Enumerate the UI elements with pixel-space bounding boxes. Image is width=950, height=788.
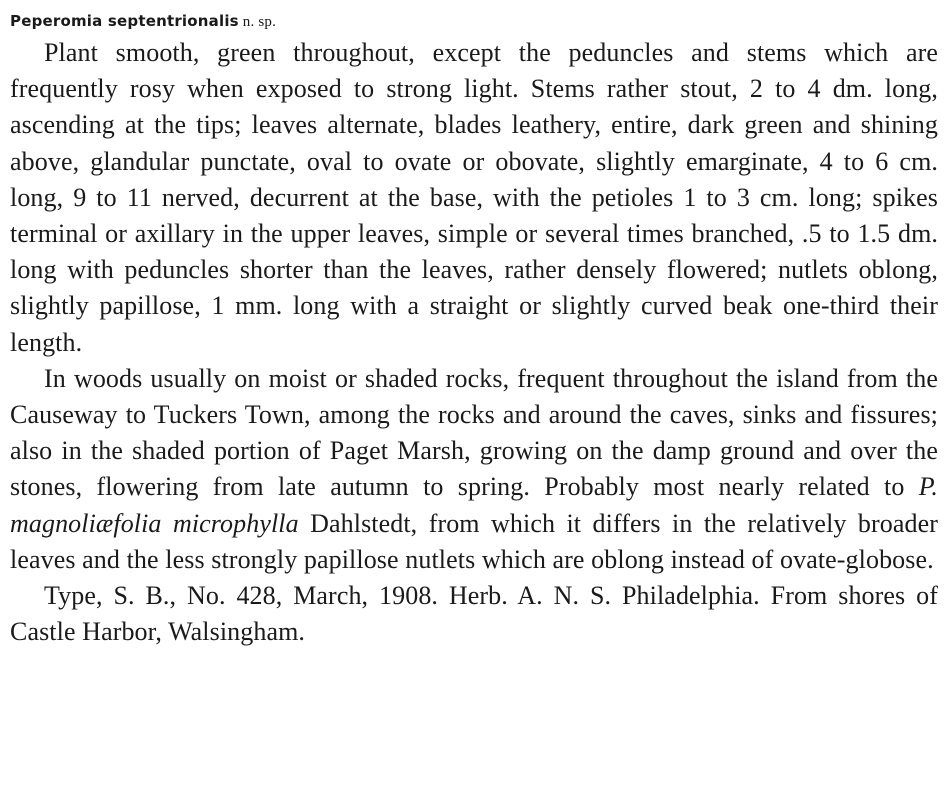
description-paragraph: Plant smooth, green throughout, except the peduncles and stems which are frequently rosy when exposed to strong light. Stems rather stout, 2 to 4 dm. long, ascending at the tips; leaves alternate, blades leathery, entire, dark green and shining above, glandular punctate, oval to ovate or obovate, slightly emarginate, 4 to 6 cm. long, 9 to 11 nerved, decurrent at the base, with the petioles 1 to 3 cm. long; spikes terminal or axillary in the upper leaves, simple or several times branched, .5 to 1.5 dm. long with peduncles shorter than the leaves, rather densely flowered; nutlets oblong, slightly papillose, 1 mm. long with a straight or slightly curved beak one-third their length.: [10, 38, 938, 357]
species-status: n. sp.: [242, 14, 277, 30]
habitat-paragraph: [10, 361, 938, 578]
species-heading: [10, 10, 938, 33]
habitat-text-before: In woods usually on moist or shaded rocks, frequent throughout the island from the Causeway to Tuckers Town, among the rocks and around the caves, sinks and fissures; also in the shaded portion of Paget Marsh, growing on the damp ground and over the stones, flowering from late autumn to spring. Probably most nearly related to: [10, 363, 938, 502]
species-name: Peperomia septentrionalis: [10, 12, 239, 30]
type-specimen-paragraph: Type, S. B., No. 428, March, 1908. Herb. A. N. S. Philadelphia. From shores of Castle Harbor, Walsingham.: [10, 581, 938, 647]
document-page: [10, 10, 938, 650]
related-species-name: P. magnoliæfolia microphylla: [10, 472, 938, 538]
habitat-text-after: Dahlstedt, from which it differs in the relatively broader leaves and the less strongly papillose nutlets which are oblong instead of ovate-globose.: [10, 508, 938, 574]
